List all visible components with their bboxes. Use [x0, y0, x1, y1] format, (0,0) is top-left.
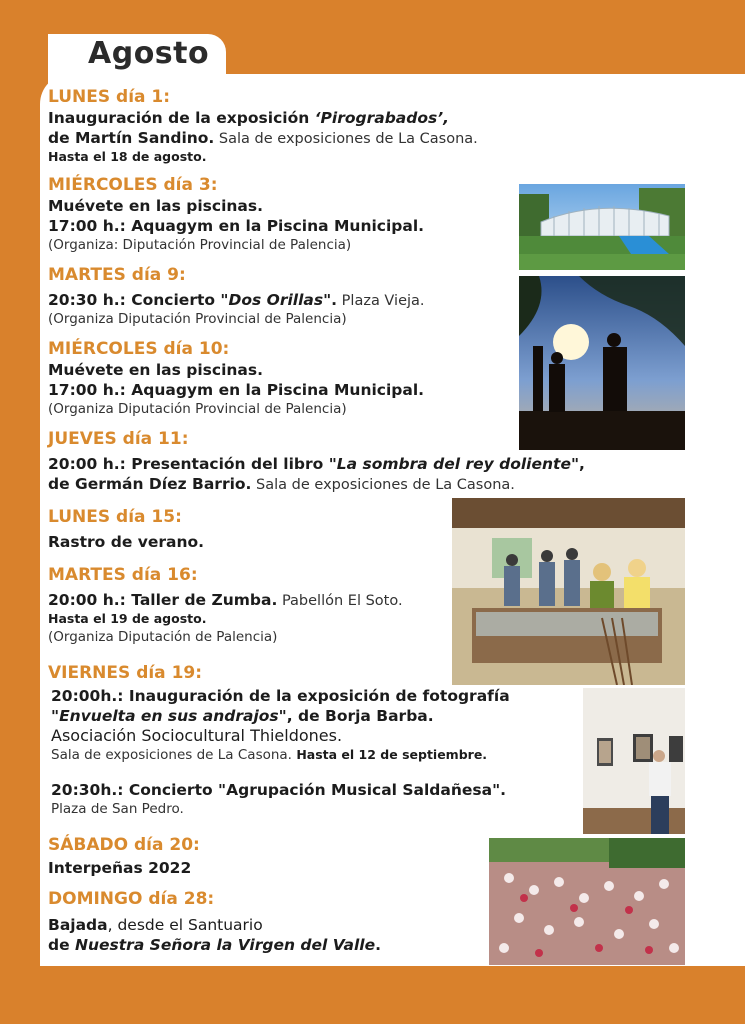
organizer: (Organiza Diputación Provincial de Palencia): [48, 311, 347, 327]
author-name: de Germán Díez Barrio.: [48, 475, 252, 493]
concert-title: 20:30h.: Concierto "Agrupación Musical Saldañesa".: [51, 781, 507, 799]
author-name: , de Borja Barba.: [286, 707, 434, 725]
event-until: Hasta el 12 de septiembre.: [291, 747, 488, 762]
venue-line: [51, 746, 510, 764]
orange-frame-bottom: [0, 966, 745, 1024]
event-author-line: [48, 128, 478, 148]
day-heading: MIÉRCOLES día 3:: [48, 175, 218, 195]
event-title-text: Bajada: [48, 916, 108, 934]
concert-name: Dos Orillas: [228, 291, 324, 309]
event-title-text: Inauguración de la exposición: [48, 109, 315, 127]
event-title: [48, 108, 478, 128]
month-title: Agosto: [88, 36, 210, 71]
association: Asociación Sociocultural Thieldones.: [51, 726, 343, 745]
event-aug-1: [48, 86, 478, 166]
venue: Sala de exposiciones de La Casona.: [251, 477, 515, 493]
event-aug-20: [48, 834, 200, 878]
concert-photo: [519, 276, 685, 450]
day-heading: LUNES día 1:: [48, 87, 171, 107]
event-title-end: ".: [323, 291, 338, 309]
event-aug-15: [48, 506, 204, 552]
event-line: Rastro de verano.: [48, 533, 205, 551]
exhibition-photo: [583, 688, 685, 834]
event-title-text: 20:00 h.: Taller de Zumba.: [48, 591, 278, 609]
sanctuary-name: Nuestra Señora la Virgen del Valle: [75, 936, 376, 954]
event-aug-3: [48, 174, 424, 254]
event-aug-19: [48, 662, 510, 818]
event-aug-10: [48, 338, 424, 418]
event-route: , desde el Santuario: [107, 916, 263, 934]
event-title: [48, 290, 425, 310]
event-until: Hasta el 18 de agosto.: [48, 149, 207, 164]
event-title-end: ",: [570, 455, 585, 473]
event-title-text: 20:00 h.: Presentación del libro ": [48, 455, 337, 473]
suffix: .: [375, 936, 382, 954]
day-heading: MARTES día 16:: [48, 565, 198, 585]
day-heading: LUNES día 15:: [48, 507, 182, 527]
event-line: 17:00 h.: Aquagym en la Piscina Municipal.: [48, 217, 425, 235]
event-author-line: [48, 474, 585, 494]
event-aug-9: [48, 264, 425, 328]
event-title-text: 20:30 h.: Concierto ": [48, 291, 229, 309]
day-heading: MIÉRCOLES día 10:: [48, 339, 230, 359]
organizer: (Organiza: Diputación Provincial de Palencia): [48, 237, 352, 253]
event-line: [48, 935, 381, 955]
event-title: [48, 454, 585, 474]
day-heading: SÁBADO día 20:: [48, 835, 200, 855]
event-line: 17:00 h.: Aquagym en la Piscina Municipal.: [48, 381, 425, 399]
crowd-photo: [489, 838, 685, 965]
event-line: [51, 706, 510, 726]
event-line: [48, 915, 381, 935]
venue: Plaza Vieja.: [337, 293, 425, 309]
event-aug-28: [48, 888, 381, 955]
event-title: 20:00h.: Inauguración de la exposición de fotografía: [51, 687, 510, 705]
organizer: (Organiza Diputación de Palencia): [48, 629, 278, 645]
organizer: (Organiza Diputación Provincial de Palencia): [48, 401, 347, 417]
event-aug-16: [48, 564, 403, 646]
author-name: de Martín Sandino.: [48, 129, 215, 147]
venue: Plaza de San Pedro.: [51, 801, 184, 817]
day-heading: DOMINGO día 28:: [48, 889, 215, 909]
book-title: La sombra del rey doliente: [336, 455, 571, 473]
event-line: Muévete en las piscinas.: [48, 197, 263, 215]
venue: Sala de exposiciones de La Casona.: [51, 747, 292, 763]
day-heading: VIERNES día 19:: [48, 663, 203, 683]
event-until: Hasta el 19 de agosto.: [48, 611, 207, 626]
event-line: Muévete en las piscinas.: [48, 361, 263, 379]
event-line: Interpeñas 2022: [48, 859, 192, 877]
exhibition-name: ‘Pirograbados’,: [314, 109, 450, 127]
prefix: de: [48, 936, 76, 954]
pool-photo: [519, 184, 685, 270]
venue: Sala de exposiciones de La Casona.: [214, 131, 478, 147]
market-photo: [452, 498, 685, 685]
venue: Pabellón El Soto.: [277, 593, 403, 609]
exhibition-name: "Envuelta en sus andrajos": [51, 707, 287, 725]
day-heading: MARTES día 9:: [48, 265, 186, 285]
event-title: [48, 590, 403, 610]
event-aug-11: [48, 428, 585, 494]
day-heading: JUEVES día 11:: [48, 429, 189, 449]
